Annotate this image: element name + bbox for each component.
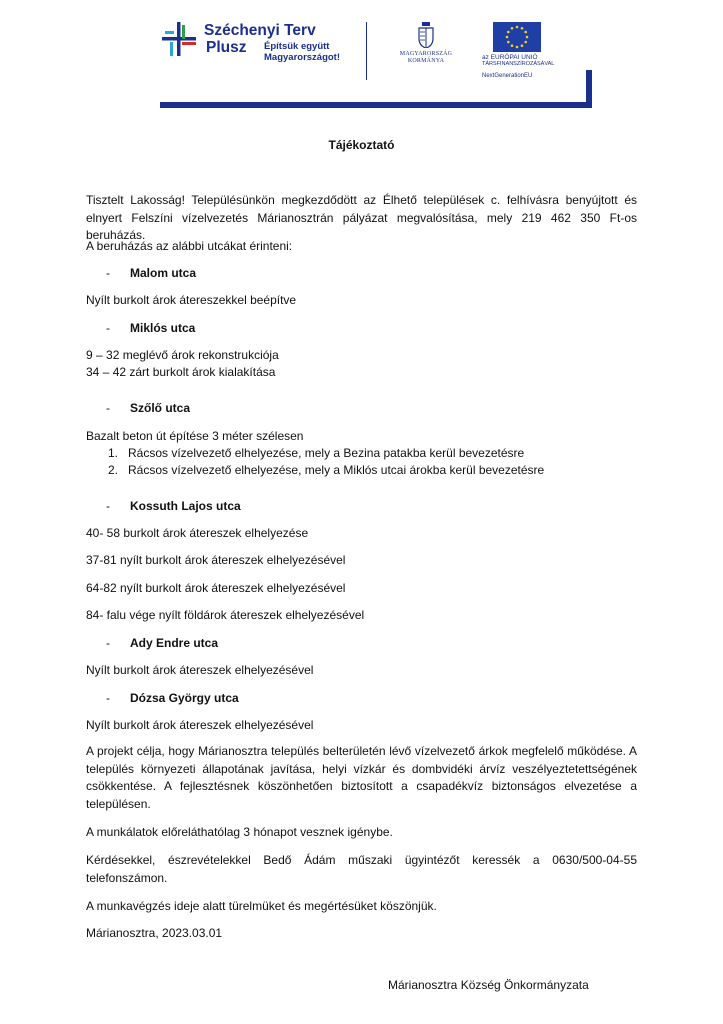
header-bar xyxy=(160,102,592,108)
street-detail: 37-81 nyílt burkolt árok átereszek elhelyezésével xyxy=(86,553,346,567)
eu-line-3: NextGenerationEU xyxy=(482,73,533,79)
signature: Márianosztra Község Önkormányzata xyxy=(388,978,589,992)
intro-paragraph: Tisztelt Lakosság! Településünkön megkezdődött az Élhető települések c. felhívásra benyújtott és elnyert Felszíni vízelvezetés Márianosztrán pályázat megvalósítása, mely 219 462 350 Ft-os beruházás. xyxy=(86,193,637,242)
street-heading xyxy=(106,498,241,516)
dash: - xyxy=(106,499,110,513)
street-name: Ady Endre utca xyxy=(130,636,219,650)
item-text: Rácsos vízelvezető elhelyezése, mely a Bezina patakba kerül bevezetésre xyxy=(128,446,525,460)
numbered-item xyxy=(108,445,524,463)
document-title: Tájékoztató xyxy=(328,138,395,152)
street-detail: 40- 58 burkolt árok átereszek elhelyezése xyxy=(86,526,309,540)
street-heading xyxy=(106,635,218,653)
eu-flag-icon xyxy=(493,22,541,52)
item-text: Rácsos vízelvezető elhelyezése, mely a Miklós utcai árokba kerül bevezetésre xyxy=(128,463,545,477)
street-detail: 9 – 32 meglévő árok rekonstrukciója xyxy=(86,348,279,362)
street-detail: 34 – 42 zárt burkolt árok kialakítása xyxy=(86,365,276,379)
street-name: Dózsa György utca xyxy=(130,691,239,705)
street-heading xyxy=(106,400,190,418)
header-divider xyxy=(366,22,367,80)
government-label xyxy=(392,51,460,65)
streets-intro: A beruházás az alábbi utcákat érinteni: xyxy=(86,239,293,253)
eu-line-1: az EURÓPAI UNIÓ xyxy=(482,54,538,61)
place-date: Márianosztra, 2023.03.01 xyxy=(86,926,223,940)
dash: - xyxy=(106,266,110,280)
brand-line-1: Széchenyi Terv xyxy=(204,22,316,39)
street-name: Malom utca xyxy=(130,266,197,280)
street-detail: 64-82 nyílt burkolt árok átereszek elhelyezésével xyxy=(86,581,346,595)
dash: - xyxy=(106,401,110,415)
item-number: 1. xyxy=(108,446,119,460)
street-detail: Bazalt beton út építése 3 méter szélesen xyxy=(86,429,304,443)
goal-paragraph: A projekt célja, hogy Márianosztra település belterületén lévő vízelvezető árkok megfelelő működése. A település környezeti állapotának javítása, helyi vízkár és dombvidéki árvíz veszélyeztetettségének csökkentése. A fejlesztésnek köszönhetően biztosított a csapadékvíz biztonságos elvezetése a településen. xyxy=(86,744,637,811)
brand-slogan xyxy=(264,41,340,63)
item-number: 2. xyxy=(108,463,119,477)
hungarian-crest-icon xyxy=(418,22,434,48)
slogan-line-1: Építsük együtt xyxy=(264,41,330,52)
street-name: Miklós utca xyxy=(130,321,196,335)
gov-line-2: KORMÁNYA xyxy=(407,58,445,64)
street-detail: 84- falu vége nyílt földárok átereszek elhelyezésével xyxy=(86,608,365,622)
street-heading xyxy=(106,265,196,283)
contact-paragraph: Kérdésekkel, észrevételekkel Bedő Ádám műszaki ügyintézőt keressék a 0630/500-04-55 telefonszámon. xyxy=(86,853,637,885)
gov-line-1: MAGYARORSZÁG xyxy=(399,51,453,57)
street-heading xyxy=(106,320,195,338)
brand-line-2: Plusz xyxy=(206,39,247,56)
dash: - xyxy=(106,321,110,335)
street-detail: Nyílt burkolt árok átereszek elhelyezésével xyxy=(86,718,314,732)
eu-line-2: TÁRSFINANSZÍROZÁSÁVAL xyxy=(482,61,555,67)
street-detail: Nyílt burkolt árok átereszek elhelyezésével xyxy=(86,663,314,677)
funding-header xyxy=(160,18,592,112)
duration-paragraph: A munkálatok előreláthatólag 3 hónapot vesznek igénybe. xyxy=(86,825,393,839)
szechenyi-plus-logo-icon xyxy=(160,20,200,60)
street-name: Kossuth Lajos utca xyxy=(130,499,241,513)
street-heading xyxy=(106,690,239,708)
numbered-item xyxy=(108,462,544,480)
eu-label xyxy=(482,54,572,79)
dash: - xyxy=(106,636,110,650)
street-name: Szőlő utca xyxy=(130,401,191,415)
thanks-paragraph: A munkavégzés ideje alatt türelmüket és megértésüket köszönjük. xyxy=(86,899,437,913)
dash: - xyxy=(106,691,110,705)
slogan-line-2: Magyarországot! xyxy=(264,52,341,63)
header-corner-bar xyxy=(586,70,592,108)
street-detail: Nyílt burkolt árok átereszekkel beépítve xyxy=(86,293,297,307)
